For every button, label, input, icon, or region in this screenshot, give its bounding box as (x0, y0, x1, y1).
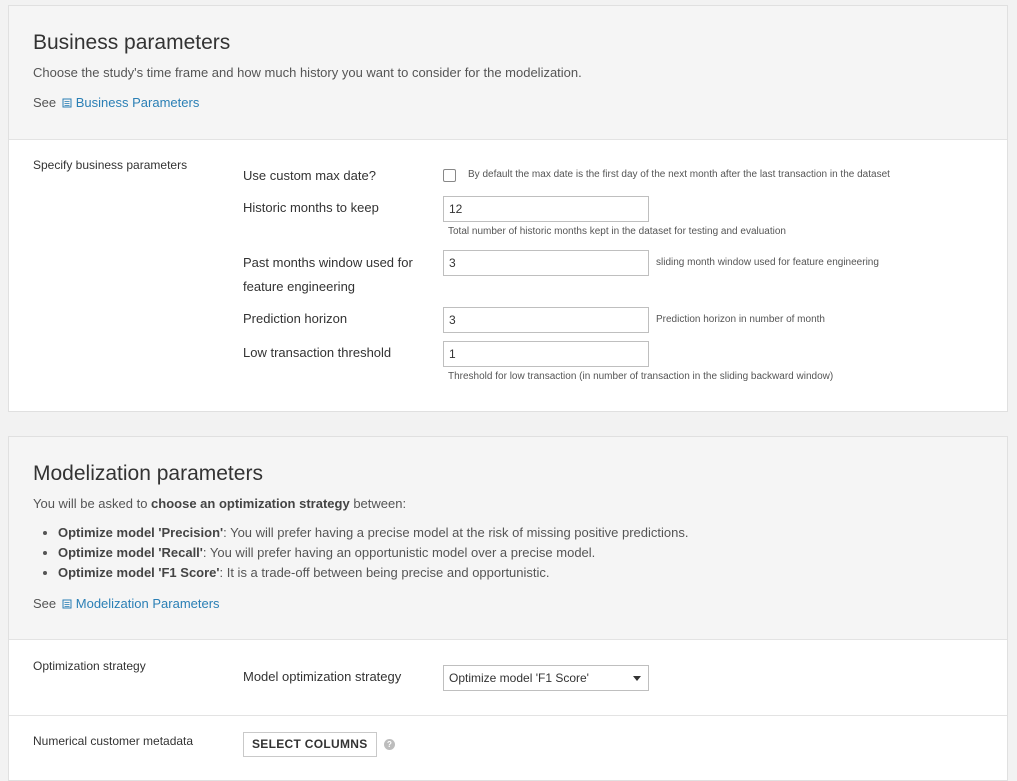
business-parameters-card (8, 5, 1008, 412)
modelization-parameters-title: Modelization parameters (33, 462, 263, 485)
intro-bold: choose an optimization strategy (151, 496, 350, 511)
see-prefix: See (33, 596, 57, 611)
optimization-strategy-section-label: Optimization strategy (33, 659, 146, 673)
bullet-precision (58, 523, 688, 543)
low-transaction-label: Low transaction threshold (243, 345, 392, 360)
custom-max-date-label: Use custom max date? (243, 168, 376, 183)
specify-business-parameters-label: Specify business parameters (33, 158, 188, 172)
business-parameters-description: Choose the study's time frame and how much history you want to consider for the modelization. (33, 65, 582, 80)
intro-suffix: between: (349, 496, 407, 511)
see-prefix: See (33, 95, 57, 110)
modelization-parameters-doc-link[interactable]: Modelization Parameters (75, 596, 220, 611)
selected-strategy: Optimize model 'F1 Score' (449, 671, 589, 685)
past-months-window-help: sliding month window used for feature engineering (656, 257, 879, 268)
book-icon (62, 599, 72, 609)
modelization-parameters-header (9, 437, 1007, 640)
modelization-intro (33, 496, 406, 511)
book-icon (62, 98, 72, 108)
past-months-window-input[interactable] (443, 250, 649, 276)
historic-months-input[interactable] (443, 196, 649, 222)
caret-down-icon (633, 676, 641, 681)
historic-months-help: Total number of historic months kept in the dataset for testing and evaluation (448, 226, 786, 237)
bullet-f1 (58, 563, 688, 583)
business-parameters-header (9, 6, 1007, 140)
bullet-f1-bold: Optimize model 'F1 Score' (58, 565, 220, 580)
custom-max-date-checkbox[interactable] (443, 169, 456, 182)
intro-prefix: You will be asked to (33, 496, 152, 511)
past-months-window-label-line2: feature engineering (243, 279, 356, 294)
help-icon[interactable]: ? (384, 739, 395, 750)
bullet-recall-text: : You will prefer having an opportunistic model over a precise model. (202, 545, 596, 560)
prediction-horizon-help: Prediction horizon in number of month (656, 314, 825, 325)
business-parameters-title: Business parameters (33, 31, 231, 54)
model-optimization-strategy-label: Model optimization strategy (243, 669, 402, 684)
low-transaction-input[interactable] (443, 341, 649, 367)
bullet-recall-bold: Optimize model 'Recall' (58, 545, 203, 560)
business-parameters-see (33, 95, 199, 110)
business-parameters-doc-link[interactable]: Business Parameters (75, 95, 200, 110)
past-months-window-label (243, 251, 413, 299)
model-optimization-strategy-select[interactable] (443, 665, 649, 691)
historic-months-label: Historic months to keep (243, 200, 379, 215)
prediction-horizon-label: Prediction horizon (243, 311, 348, 326)
numerical-customer-metadata-label: Numerical customer metadata (33, 734, 194, 748)
bullet-precision-text: : You will prefer having a precise model at the risk of missing positive predictions. (223, 525, 689, 540)
section-divider (9, 715, 1007, 716)
low-transaction-help: Threshold for low transaction (in number of transaction in the sliding backward window) (448, 371, 834, 382)
bullet-recall (58, 543, 688, 563)
bullet-precision-bold: Optimize model 'Precision' (58, 525, 224, 540)
select-columns-button[interactable]: SELECT COLUMNS (243, 732, 377, 757)
modelization-parameters-see (33, 596, 220, 611)
custom-max-date-help: By default the max date is the first day of the next month after the last transaction in the dataset (468, 169, 890, 180)
bullet-f1-text: : It is a trade-off between being precise and opportunistic. (219, 565, 550, 580)
modelization-parameters-card (8, 436, 1008, 781)
optimization-bullets (33, 523, 688, 583)
past-months-window-label-line1: Past months window used for (243, 255, 413, 270)
prediction-horizon-input[interactable] (443, 307, 649, 333)
